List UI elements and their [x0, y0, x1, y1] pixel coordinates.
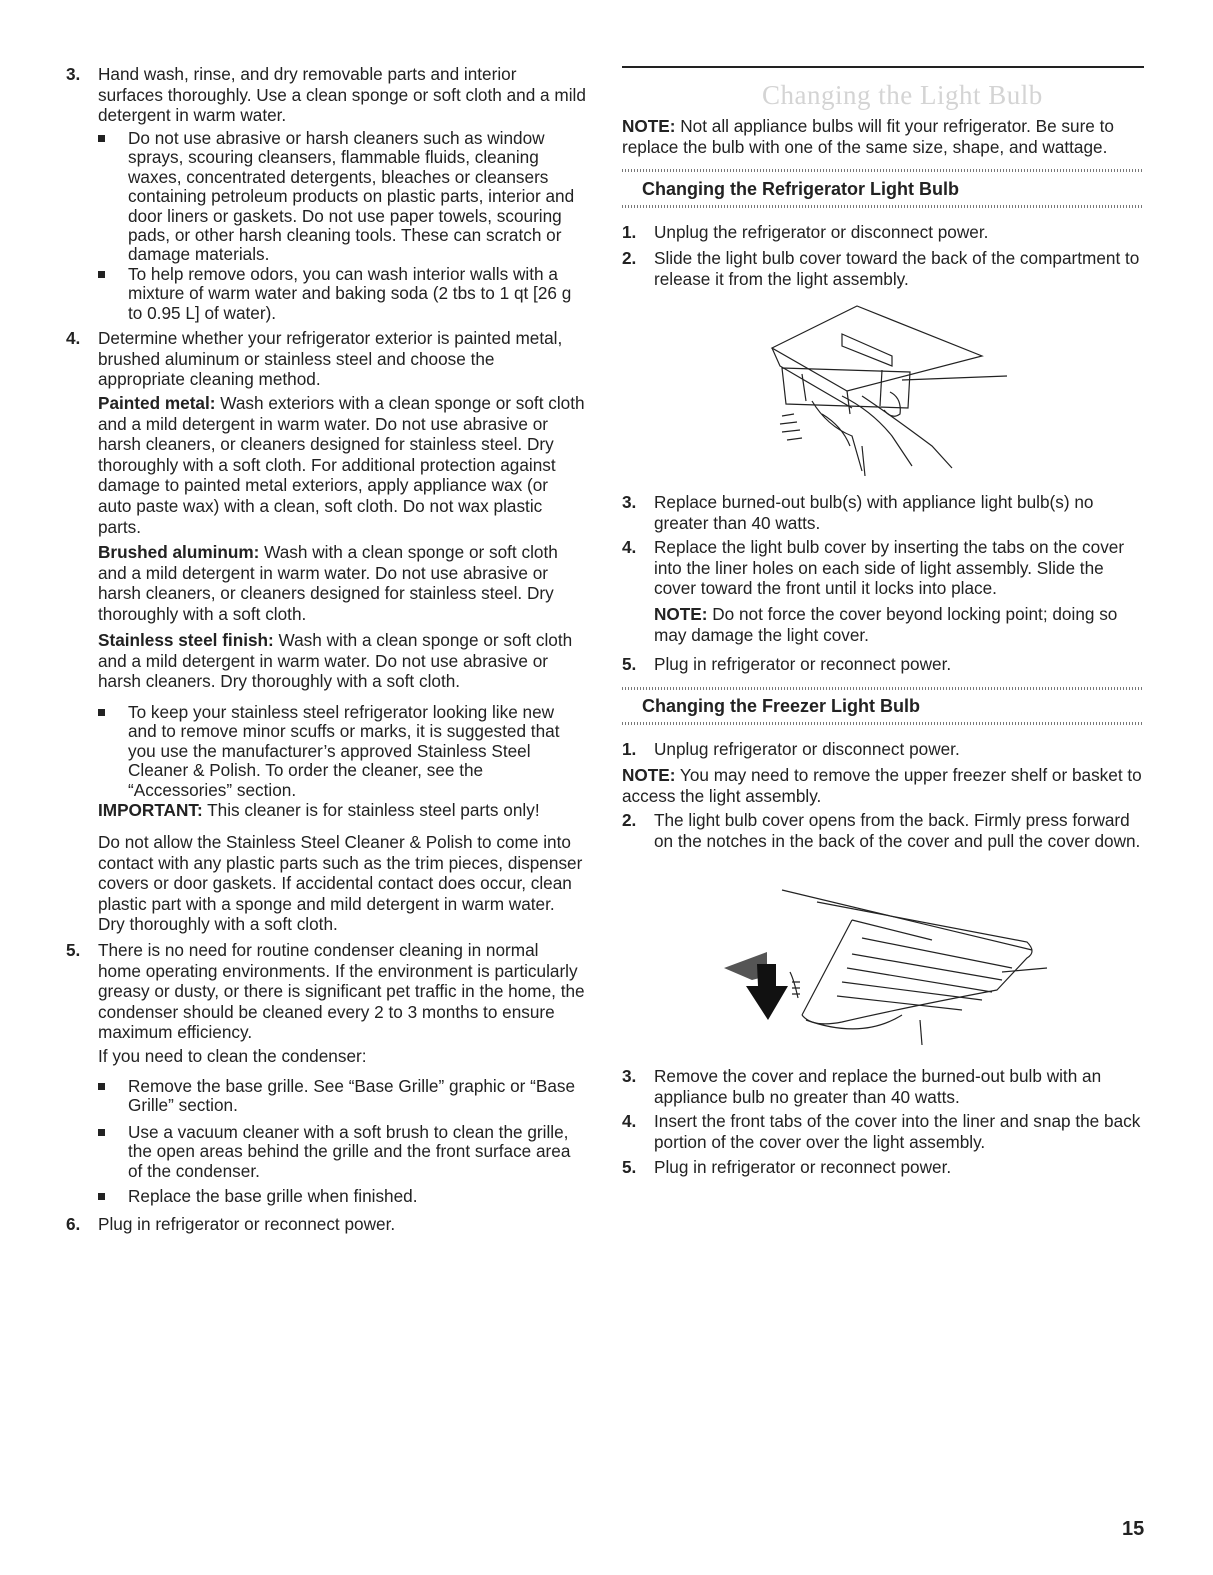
dotted-divider	[622, 722, 1144, 725]
dotted-divider	[622, 169, 1144, 172]
step-3	[66, 64, 586, 126]
step-text: Hand wash, rinse, and dry removable parts and interior surfaces thoroughly. Use a clean sponge or soft cloth and a mild detergent in warm water.	[98, 64, 586, 126]
bullet-item	[98, 703, 586, 800]
refrigerator-step-3	[622, 492, 1146, 533]
refrigerator-light-cover-illustration	[742, 296, 1042, 482]
brushed-aluminum-text: Wash with a clean sponge or soft cloth and a mild detergent in warm water. Do not use abrasive or harsh cleaners, or cleaners designed for stainless steel. Dry thoroughly with a soft cloth.	[98, 542, 558, 624]
step-number: 4.	[622, 537, 637, 557]
freezer-step-4	[622, 1111, 1146, 1152]
stainless-warning-text: Do not allow the Stainless Steel Cleaner & Polish to come into contact with any plastic parts such as the trim pieces, dispenser covers or door gaskets. If accidental contact does occur, clean plastic part with a sponge and mild detergent in warm water. Dry thoroughly with a soft cloth.	[98, 832, 583, 935]
refrigerator-step-5	[622, 654, 1146, 675]
note-text: You may need to remove the upper freezer shelf or basket to access the light assembly.	[622, 765, 1142, 806]
bullet-square-icon	[98, 135, 105, 142]
refrigerator-cover-note	[654, 604, 1146, 645]
refrigerator-step-1	[622, 222, 1146, 243]
step-number: 3.	[66, 64, 81, 84]
bullet-text: To keep your stainless steel refrigerator looking like new and to remove minor scuffs or marks, it is suggested that you use the manufacturer’s approved Stainless Steel Cleaner & Polish. To order the cleaner, see the “Accessories” section.	[128, 702, 560, 800]
dotted-divider	[622, 205, 1144, 208]
refrigerator-step-2	[622, 248, 1146, 289]
step-text: Plug in refrigerator or reconnect power.	[654, 1157, 952, 1177]
step-text: Remove the cover and replace the burned-out bulb with an appliance bulb no greater than 40 watts.	[654, 1066, 1102, 1107]
step-text: Insert the front tabs of the cover into the liner and snap the back portion of the cover over the light assembly.	[654, 1111, 1141, 1152]
step-text: The light bulb cover opens from the back. Firmly press forward on the notches in the back of the cover and pull the cover down.	[654, 810, 1141, 851]
dotted-divider	[622, 687, 1144, 690]
step-number: 5.	[622, 654, 637, 674]
step-text: Slide the light bulb cover toward the back of the compartment to release it from the light assembly.	[654, 248, 1140, 289]
stainless-steel-text: Wash with a clean sponge or soft cloth and a mild detergent in warm water. Do not use abrasive or harsh cleaners. Dry thoroughly with a soft cloth.	[98, 630, 573, 692]
condenser-intro-text: If you need to clean the condenser:	[98, 1046, 367, 1066]
step-text: Plug in refrigerator or reconnect power.	[98, 1214, 396, 1234]
bulb-note	[622, 116, 1146, 157]
step-number: 1.	[622, 222, 637, 242]
note-label: NOTE:	[622, 116, 676, 136]
stainless-steel-paragraph	[98, 630, 586, 692]
stainless-steel-label: Stainless steel finish:	[98, 630, 274, 650]
bullet-text: Replace the base grille when finished.	[128, 1186, 418, 1206]
bullet-square-icon	[98, 709, 105, 716]
bullet-item	[98, 1077, 586, 1116]
step-number: 5.	[622, 1157, 637, 1177]
bullet-square-icon	[98, 1083, 105, 1090]
step-text: Determine whether your refrigerator exterior is painted metal, brushed aluminum or stainless steel and choose the appropriate cleaning method.	[98, 328, 563, 390]
bullet-square-icon	[98, 1129, 105, 1136]
bullet-square-icon	[98, 271, 105, 278]
step-text: There is no need for routine condenser cleaning in normal home operating environments. If the environment is particularly greasy or dusty, or there is significant pet traffic in the home, the condenser should be cleaned every 2 to 3 months to ensure maximum efficiency.	[98, 940, 585, 1043]
important-paragraph	[98, 800, 586, 821]
freezer-light-heading: Changing the Freezer Light Bulb	[642, 696, 920, 716]
bullet-item	[98, 1187, 586, 1206]
bullet-text: Remove the base grille. See “Base Grille” graphic or “Base Grille” section.	[128, 1076, 576, 1116]
step-number: 6.	[66, 1214, 81, 1234]
step-text: Unplug refrigerator or disconnect power.	[654, 739, 960, 759]
bullet-text: Use a vacuum cleaner with a soft brush to clean the grille, the open areas behind the grille and the front surface area of the condenser.	[128, 1122, 571, 1181]
page-number: 15	[1122, 1518, 1145, 1540]
brushed-aluminum-label: Brushed aluminum:	[98, 542, 260, 562]
step-text: Unplug the refrigerator or disconnect power.	[654, 222, 989, 242]
important-text: This cleaner is for stainless steel parts only!	[202, 800, 540, 820]
step-6	[66, 1214, 586, 1235]
note-text: Do not force the cover beyond locking point; doing so may damage the light cover.	[654, 604, 1118, 645]
step-number: 5.	[66, 940, 81, 960]
painted-metal-paragraph	[98, 393, 586, 537]
freezer-step-2	[622, 810, 1146, 851]
refrigerator-step-4	[622, 537, 1146, 599]
freezer-step-1	[622, 739, 1146, 760]
step-number: 3.	[622, 492, 637, 512]
note-label: NOTE:	[654, 604, 708, 624]
section-title: Changing the Light Bulb	[762, 80, 1043, 110]
step-text: Replace the light bulb cover by inserting the tabs on the cover into the liner holes on each side of light assembly. Slide the cover toward the front until it locks into place.	[654, 537, 1125, 599]
step-5	[66, 940, 586, 1043]
bullet-square-icon	[98, 1193, 105, 1200]
note-text: Not all appliance bulbs will fit your refrigerator. Be sure to replace the bulb with one of the same size, shape, and wattage.	[622, 116, 1114, 157]
freezer-access-note	[622, 765, 1146, 806]
step-number: 2.	[622, 810, 637, 830]
step-number: 1.	[622, 739, 637, 759]
bullet-item	[98, 129, 586, 265]
step-number: 4.	[66, 328, 81, 348]
bullet-item	[98, 1123, 586, 1181]
painted-metal-label: Painted metal:	[98, 393, 216, 413]
bullet-text: To help remove odors, you can wash interior walls with a mixture of warm water and baking soda (2 tbs to 1 qt [26 g to 0.95 L] of water).	[128, 264, 572, 323]
note-label: NOTE:	[622, 765, 676, 785]
important-label: IMPORTANT:	[98, 800, 203, 820]
stainless-warning-paragraph	[98, 832, 586, 935]
bullet-text: Do not use abrasive or harsh cleaners such as window sprays, scouring cleansers, flammable fluids, cleaning waxes, concentrated detergents, bleaches or cleansers containing petroleum products on plastic parts, interior and door liners or gaskets. Do not use paper towels, scouring pads, or other harsh cleaning tools. These can scratch or damage materials.	[128, 128, 575, 265]
section-top-rule	[622, 66, 1144, 68]
step-4	[66, 328, 586, 390]
bullet-item	[98, 265, 586, 323]
step-number: 3.	[622, 1066, 637, 1086]
step-number: 4.	[622, 1111, 637, 1131]
step-number: 2.	[622, 248, 637, 268]
painted-metal-text: Wash exteriors with a clean sponge or soft cloth and a mild detergent in warm water. Do not use abrasive or harsh cleaners, or cleaners designed for stainless steel. Dry thoroughly with a soft cloth. For additional protection against damage to painted metal exteriors, apply appliance wax (or auto paste wax) with a clean, soft cloth. Do not wax plastic parts.	[98, 393, 585, 537]
step-text: Replace burned-out bulb(s) with appliance light bulb(s) no greater than 40 watts.	[654, 492, 1094, 533]
freezer-step-3	[622, 1066, 1146, 1107]
brushed-aluminum-paragraph	[98, 542, 586, 624]
refrigerator-light-heading: Changing the Refrigerator Light Bulb	[642, 179, 959, 199]
freezer-light-cover-illustration	[702, 880, 1062, 1050]
freezer-step-5	[622, 1157, 1146, 1178]
step-text: Plug in refrigerator or reconnect power.	[654, 654, 952, 674]
condenser-intro	[98, 1046, 586, 1067]
